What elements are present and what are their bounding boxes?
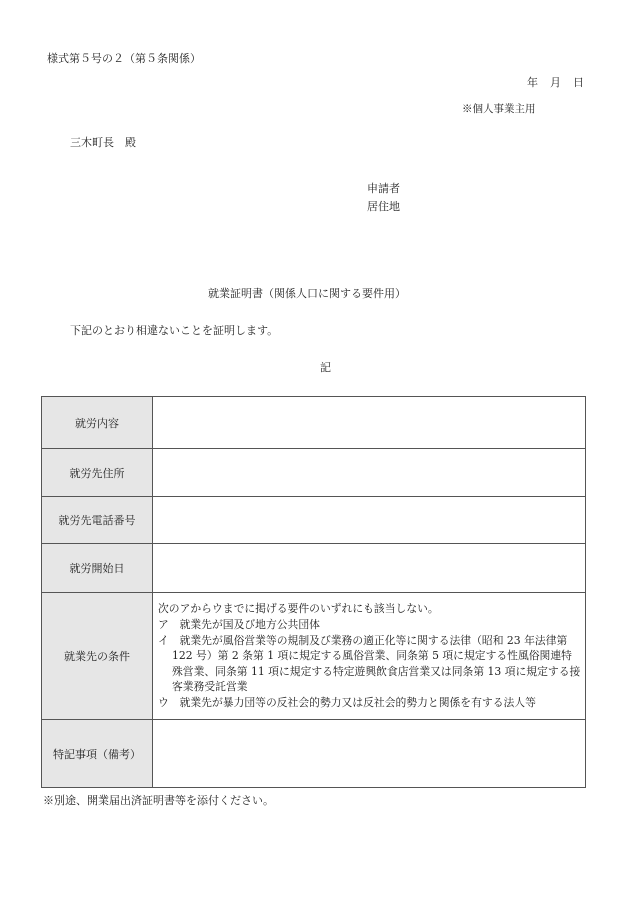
table-row	[42, 497, 586, 544]
footnote: ※別途、開業届出済証明書等を添付ください。	[43, 794, 274, 807]
row-label-conditions: 就業先の条件	[42, 593, 153, 720]
row-label-work-phone: 就労先電話番号	[42, 497, 153, 544]
table-row	[42, 720, 586, 788]
date-line	[527, 74, 584, 90]
addressee: 三木町長 殿	[70, 136, 136, 149]
work-phone-field[interactable]	[153, 497, 586, 544]
document-title: 就業証明書（関係人口に関する要件用）	[208, 287, 406, 300]
applicant-type-note: ※個人事業主用	[462, 103, 536, 115]
row-label-work-content: 就労内容	[42, 397, 153, 449]
condition-a: ア 就業先が国及び地方公共団体	[158, 618, 320, 632]
date-year: 年	[527, 76, 538, 89]
start-date-field[interactable]	[153, 544, 586, 593]
ki-marker: 記	[320, 361, 331, 374]
form-number: 様式第５号の２（第５条関係）	[47, 52, 201, 65]
certification-statement: 下記のとおり相違ないことを証明します。	[70, 324, 279, 337]
row-label-remarks: 特記事項（備考）	[42, 720, 153, 788]
certificate-table	[41, 396, 586, 788]
conditions-intro: 次のアからウまでに掲げる要件のいずれにも該当しない。	[158, 602, 439, 616]
conditions-cell	[153, 593, 586, 720]
date-day: 日	[573, 76, 584, 89]
remarks-field[interactable]	[153, 720, 586, 788]
table-row	[42, 593, 586, 720]
date-month: 月	[550, 76, 561, 89]
table-row	[42, 449, 586, 497]
row-label-work-address: 就労先住所	[42, 449, 153, 497]
applicant-label: 申請者	[367, 182, 400, 195]
address-label: 居住地	[367, 200, 400, 213]
condition-u: ウ 就業先が暴力団等の反社会的勢力又は反社会的勢力と関係を有する法人等	[158, 695, 536, 709]
row-label-start-date: 就労開始日	[42, 544, 153, 593]
work-content-field[interactable]	[153, 397, 586, 449]
table-row	[42, 397, 586, 449]
condition-i: イ 就業先が風俗営業等の規制及び業務の適正化等に関する法律（昭和 23 年法律第 122 号）第 2 条第 1 項に規定する風俗営業、同条第 5 項に規定する性風俗関連特殊営業、同条第 11 項に規定する特定遊興飲食店営業又は同条第 13 項に規定する接客業務受託営業	[158, 633, 581, 694]
table-row	[42, 544, 586, 593]
work-address-field[interactable]	[153, 449, 586, 497]
